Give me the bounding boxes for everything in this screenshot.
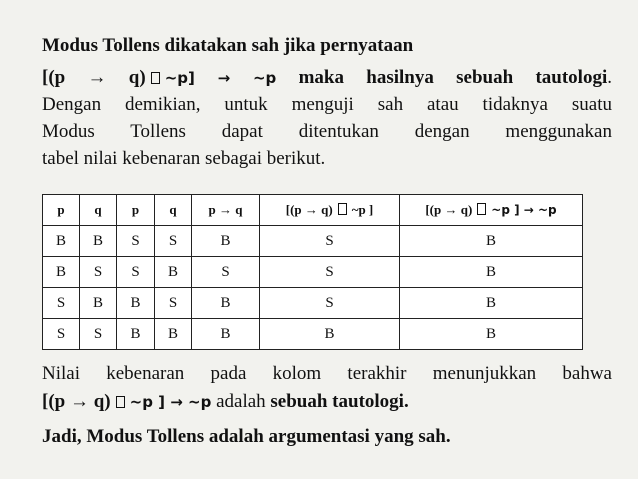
header-full-formula-text: [(p → q) [425,202,473,217]
table-cell: B [260,319,400,350]
conclusion-line-3: Jadi, Modus Tollens adalah argumentasi yang sah. [42,426,451,447]
intro-line-3: Dengan demikian, untuk menguji sah atau tidaknya suatu [42,94,612,115]
header-q: q [80,195,117,226]
table-cell: B [192,226,260,257]
table-cell: B [155,319,192,350]
table-cell: B [400,319,583,350]
table-cell: B [192,319,260,350]
table-cell: S [80,257,117,288]
formula-not-p: ~p] → ~p [164,69,277,87]
table-cell: S [117,226,155,257]
table-cell: S [43,288,80,319]
table-cell: S [43,319,80,350]
table-cell: B [80,226,117,257]
table-cell: B [117,288,155,319]
table-row [43,226,583,257]
unknown-symbol-icon [151,72,160,84]
formula-implication: [(p → q) [42,67,146,88]
intro-formula-line [42,66,612,90]
unknown-symbol-icon [338,203,347,215]
conclusion-line-1: Nilai kebenaran pada kolom terakhir menunjukkan bahwa [42,363,612,384]
header-p: p [43,195,80,226]
header-p-2: p [117,195,155,226]
table-cell: S [155,226,192,257]
table-cell: B [43,226,80,257]
table-header-row [43,195,583,226]
formula-tautology-text: maka hasilnya sebuah tautologi [298,67,608,88]
conclusion-formula-a: [(p → q) [42,391,111,412]
table-cell: S [155,288,192,319]
truth-table [42,194,583,350]
table-cell: B [400,288,583,319]
table-cell: B [155,257,192,288]
table-cell: S [117,257,155,288]
intro-line-1: Modus Tollens dikatakan sah jika pernyataan [42,35,414,56]
table-cell: B [400,257,583,288]
conclusion-tautology: sebuah tautologi. [270,391,409,412]
table-cell: B [400,226,583,257]
header-conjunction [260,195,400,226]
table-cell: B [192,288,260,319]
table-cell: S [260,257,400,288]
table-row [43,257,583,288]
table-row [43,288,583,319]
intro-line-4: Modus Tollens dapat ditentukan dengan menggunakan [42,121,612,142]
formula-period: . [607,67,612,88]
table-cell: S [260,226,400,257]
table-cell: B [117,319,155,350]
unknown-symbol-icon [477,203,486,215]
table-cell: B [43,257,80,288]
conclusion-text-adalah: adalah [216,391,266,412]
header-conjunction-text: [(p → q) [285,202,333,217]
table-cell: S [260,288,400,319]
conclusion-formula-b: ~p ] → ~p [129,393,212,411]
conclusion-formula-line [42,390,612,414]
table-cell: S [80,319,117,350]
header-q-2: q [155,195,192,226]
intro-line-5: tabel nilai kebenaran sebagai berikut. [42,148,326,169]
table-cell: B [80,288,117,319]
header-full-formula-suffix: ~p ] → ~p [491,203,557,217]
header-implication: p → q [192,195,260,226]
unknown-symbol-icon [116,396,125,408]
header-full-formula [400,195,583,226]
table-row [43,319,583,350]
header-conjunction-suffix: ~p ] [351,202,374,217]
table-cell: S [192,257,260,288]
